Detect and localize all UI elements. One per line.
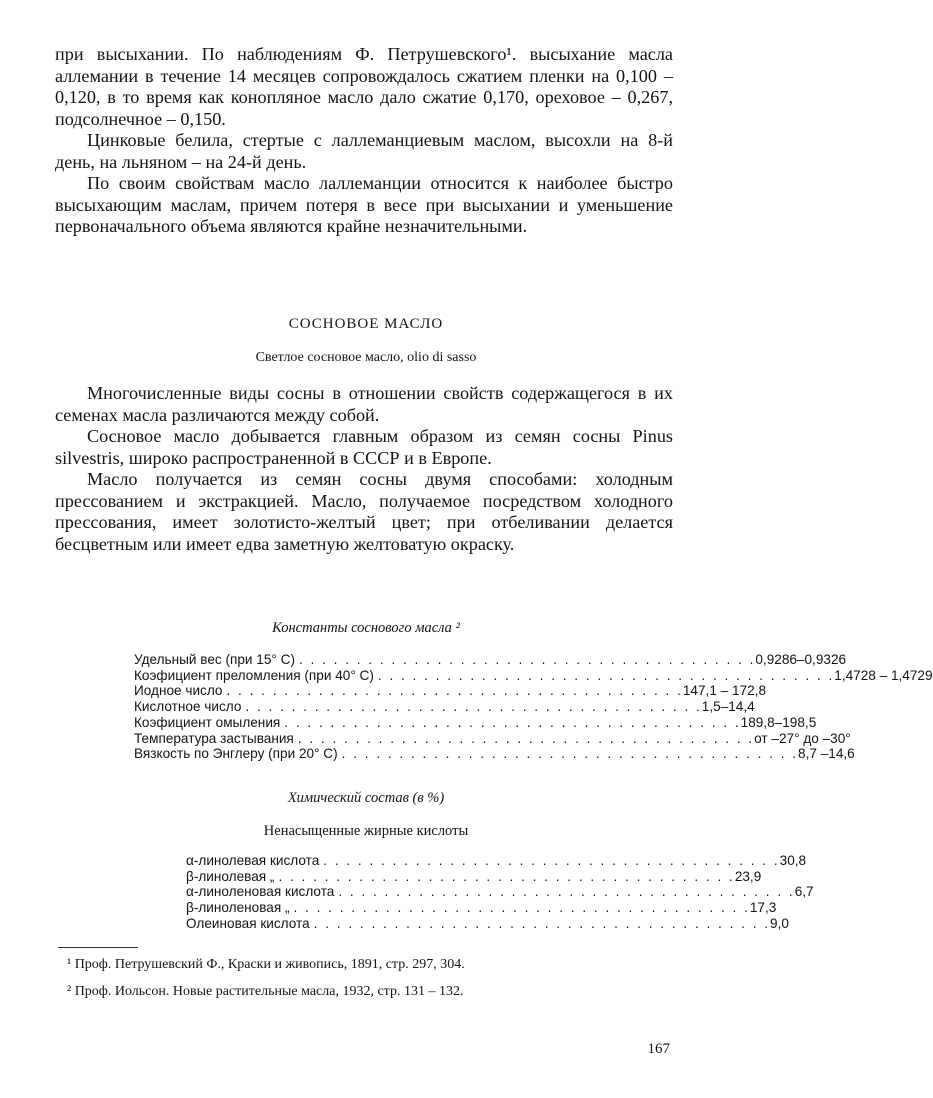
- row-label: Коэфициент омыления: [134, 714, 281, 730]
- row-label: Температура застывания: [134, 730, 294, 746]
- row-value: от –27° до –30°: [754, 730, 851, 746]
- row-value: 9,0: [770, 915, 789, 931]
- row-value: 6,7: [794, 884, 814, 900]
- paragraph: Сосновое масло добывается главным образом из семян сосны Pinus silvestris, широко распространенной в СССР и в Европе.: [55, 426, 673, 468]
- leader-dots: . . . . . . . . . . . . . . . . . . . . . . . . . . . . . . . . . . . . . . . .: [298, 652, 756, 667]
- row-value: 1,4728 – 1,4729: [834, 667, 933, 683]
- row-value: 147,1 – 172,8: [682, 683, 767, 699]
- paragraph: при высыхании. По наблюдениям Ф. Петрушевского¹. высыхание масла аллемании в течение 14 месяцев сопровождалось сжатием пленки на 0,100 – 0,120, в то время как конопляное масло дало сжатие 0,170, ореховое – 0,267, подсолнечное – 0,150.: [55, 44, 673, 129]
- leader-dots: . . . . . . . . . . . . . . . . . . . . . . . . . . . . . . . . . . . . . . . .: [293, 900, 750, 916]
- row-value: 189,8–198,5: [740, 714, 817, 730]
- constants-title: Константы соснового масла ²: [272, 620, 460, 636]
- table-row: [134, 683, 767, 699]
- row-label: Кислотное число: [134, 699, 242, 715]
- row-value: 1,5–14,4: [701, 699, 755, 715]
- table-row: [134, 714, 817, 731]
- row-value: 17,3: [749, 900, 777, 916]
- row-label: α-линолевая кислота: [186, 853, 320, 868]
- section-title: СОСНОВОЕ МАСЛО: [288, 316, 444, 332]
- leader-dots: . . . . . . . . . . . . . . . . . . . . . . . . . . . . . . . . . . . . . . . .: [284, 714, 741, 730]
- table-row: [186, 900, 777, 916]
- row-label: Вязкость по Энглеру (при 20° С): [134, 746, 338, 762]
- leader-dots: . . . . . . . . . . . . . . . . . . . . . . . . . . . . . . . . . . . . . . . .: [338, 884, 795, 900]
- row-label: Олеиновая кислота: [186, 915, 310, 931]
- leader-dots: . . . . . . . . . . . . . . . . . . . . . . . . . . . . . . . . . . . . . . . .: [297, 730, 755, 746]
- leader-dots: . . . . . . . . . . . . . . . . . . . . . . . . . . . . . . . . . . . . . . . .: [245, 699, 702, 715]
- row-value: 30,8: [779, 853, 807, 868]
- row-label: Коэфициент преломления (при 40° С): [134, 667, 374, 683]
- acids-table: [186, 853, 814, 932]
- paragraph: Цинковые белила, стертые с лаллеманциевым маслом, высохли на 8-й день, на льняном – на 24-й день.: [55, 130, 673, 172]
- leader-dots: . . . . . . . . . . . . . . . . . . . . . . . . . . . . . . . . . . . . . . . .: [323, 853, 780, 868]
- table-row: [134, 652, 847, 668]
- table-row: [134, 667, 933, 684]
- footnotes: [55, 955, 671, 1009]
- table-row: [186, 884, 814, 900]
- row-value: 23,9: [734, 868, 762, 884]
- row-label: β-линоленовая „: [186, 900, 290, 916]
- leader-dots: . . . . . . . . . . . . . . . . . . . . . . . . . . . . . . . . . . . . . . . .: [278, 868, 735, 884]
- table-row: [134, 746, 855, 762]
- row-label: Удельный вес (при 15° С): [134, 652, 295, 667]
- row-value: 0,9286–0,9326: [755, 652, 847, 667]
- table-row: [186, 853, 807, 869]
- footnote-divider: [58, 947, 138, 948]
- row-label: Иодное число: [134, 683, 223, 699]
- footnote: ² Проф. Иольсон. Новые растительные масла, 1932, стр. 131 – 132.: [67, 984, 464, 999]
- composition-title: Химический состав (в %): [287, 790, 445, 806]
- paragraph: Многочисленные виды сосны в отношении свойств содержащегося в их семенах масла различаются между собой.: [55, 383, 673, 425]
- row-value: 8,7 –14,6: [798, 746, 855, 762]
- middle-text-block: [55, 383, 673, 555]
- constants-table: [134, 652, 933, 762]
- table-row: [186, 915, 789, 932]
- leader-dots: . . . . . . . . . . . . . . . . . . . . . . . . . . . . . . . . . . . . . . . .: [341, 746, 799, 762]
- row-label: α-линоленовая кислота: [186, 884, 335, 900]
- leader-dots: . . . . . . . . . . . . . . . . . . . . . . . . . . . . . . . . . . . . . . . .: [377, 667, 835, 683]
- paragraph: Масло получается из семян сосны двумя способами: холодным прессованием и экстракцией. Масло, получаемое посредством холодного прессования, имеет золотисто-желтый цвет; при отбеливании делается бесцветным или имеет едва заметную желтоватую окраску.: [55, 469, 673, 554]
- table-row: [134, 730, 851, 747]
- table-row: [186, 868, 762, 885]
- acids-heading: Ненасыщенные жирные кислоты: [263, 823, 469, 839]
- leader-dots: . . . . . . . . . . . . . . . . . . . . . . . . . . . . . . . . . . . . . . . .: [313, 915, 771, 931]
- row-label: β-линолевая „: [186, 868, 275, 884]
- page-number: 167: [647, 1041, 670, 1057]
- footnote: ¹ Проф. Петрушевский Ф., Краски и живопись, 1891, стр. 297, 304.: [67, 957, 465, 972]
- top-text-block: [55, 44, 673, 238]
- leader-dots: . . . . . . . . . . . . . . . . . . . . . . . . . . . . . . . . . . . . . . . .: [226, 683, 683, 699]
- section-subtitle: Светлое сосновое масло, olio di sasso: [255, 350, 477, 365]
- table-row: [134, 699, 755, 715]
- paragraph: По своим свойствам масло лаллеманции относится к наиболее быстро высыхающим маслам, причем потеря в весе при высыхании и уменьшение первоначального объема являются крайне незначительными.: [55, 173, 673, 236]
